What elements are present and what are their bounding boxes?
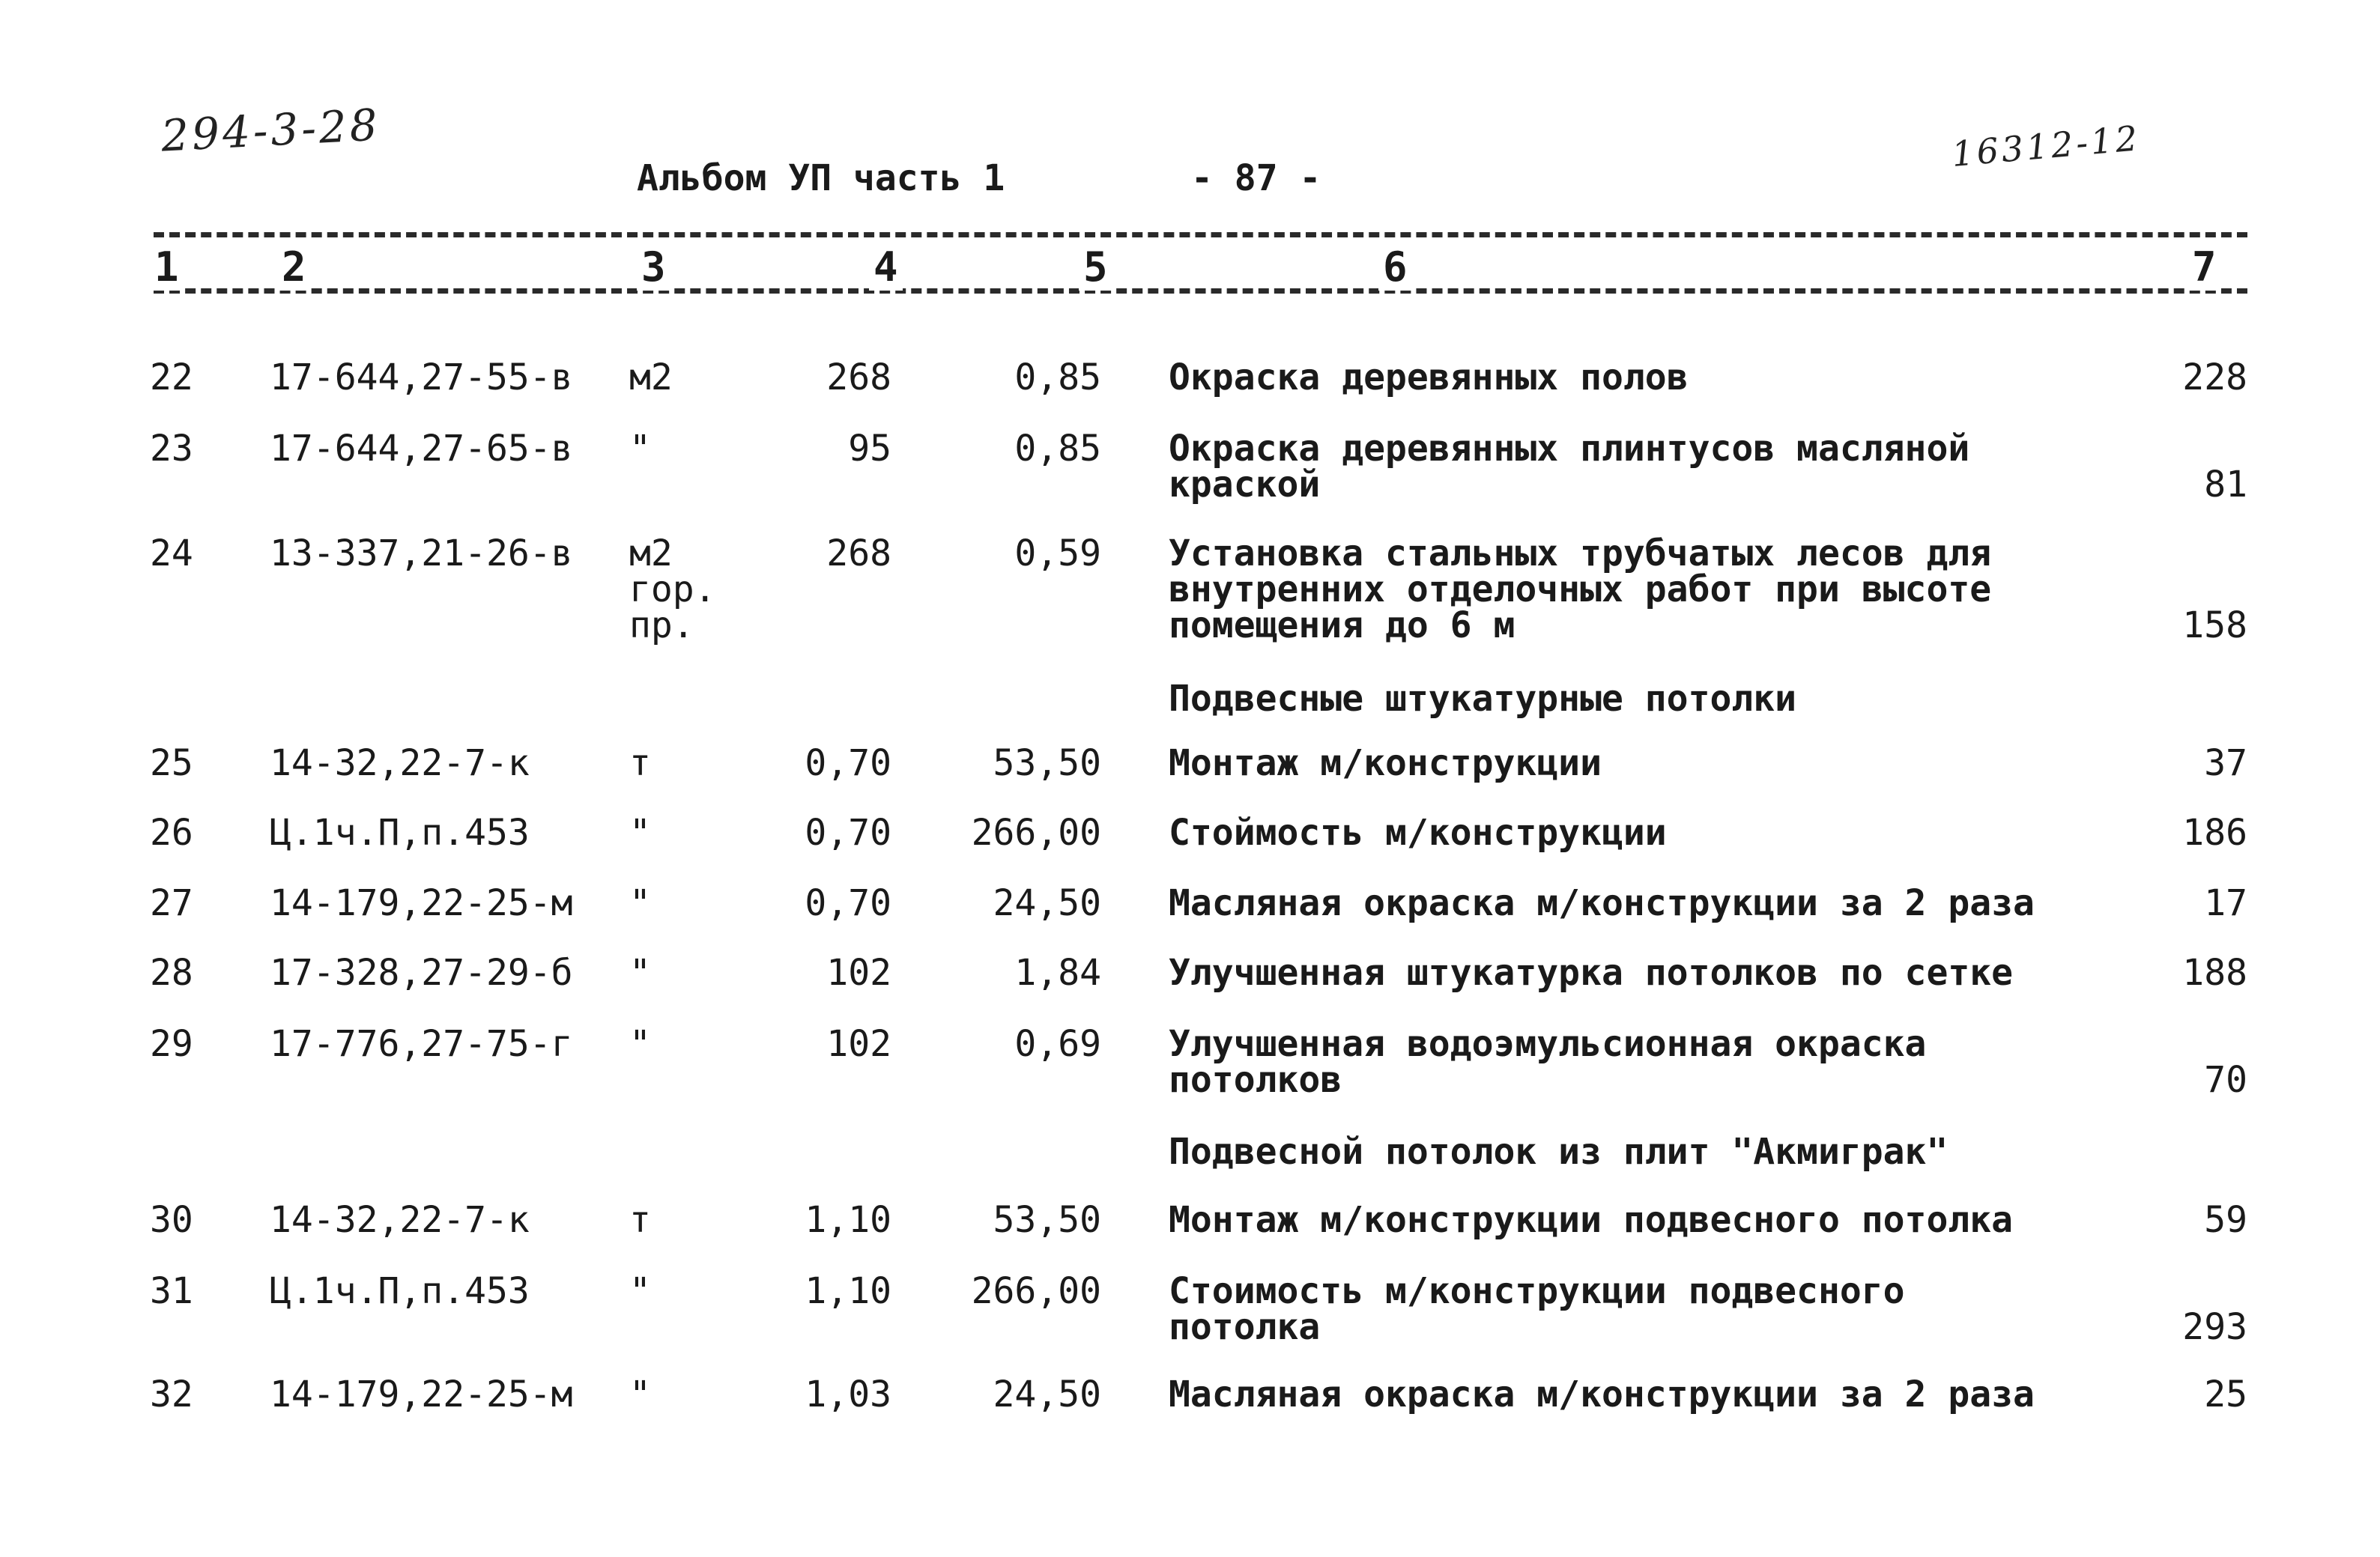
- row-unit: ": [629, 812, 651, 854]
- row-description: Масляная окраска м/конструкции за 2 раза: [1169, 882, 2035, 924]
- row-unit: ": [629, 428, 651, 470]
- row-total: 59: [2204, 1199, 2247, 1241]
- row-quantity: 268: [826, 356, 891, 398]
- column-number-5: 5: [1079, 243, 1112, 291]
- table-row: [0, 1023, 2380, 1116]
- row-price: 53,50: [993, 1199, 1101, 1241]
- row-price: 266,00: [971, 1270, 1101, 1312]
- row-price: 266,00: [971, 812, 1101, 854]
- page-number: - 87 -: [1191, 157, 1321, 199]
- album-title: Альбом УП часть 1: [637, 157, 1005, 199]
- row-quantity: 1,03: [805, 1374, 891, 1415]
- row-price: 0,85: [1014, 428, 1101, 470]
- column-number-7: 7: [2187, 243, 2221, 291]
- row-code: 17-644,27-55-в: [270, 356, 573, 398]
- row-description: Монтаж м/конструкции: [1169, 742, 1602, 784]
- row-total: 70: [2204, 1059, 2247, 1101]
- row-code: 17-776,27-75-г: [270, 1023, 573, 1065]
- row-number: 29: [150, 1023, 193, 1065]
- row-unit: ": [629, 1270, 651, 1312]
- column-number-6: 6: [1378, 243, 1412, 291]
- table-row: [0, 1270, 2380, 1363]
- column-number-2: 2: [277, 243, 311, 291]
- section-heading: Подвесные штукатурные потолки: [1169, 678, 1797, 720]
- row-number: 27: [150, 882, 193, 924]
- row-code: 14-32,22-7-к: [270, 742, 530, 784]
- row-description: Улучшенная штукатурка потолков по сетке: [1169, 952, 2014, 994]
- row-price: 0,85: [1014, 356, 1101, 398]
- row-total: 228: [2182, 356, 2247, 398]
- row-description: Стоимость м/конструкции подвесного потолка: [1169, 1270, 1905, 1348]
- row-quantity: 0,70: [805, 882, 891, 924]
- row-quantity: 1,10: [805, 1199, 891, 1241]
- row-description: Окраска деревянных плинтусов масляной краской: [1169, 428, 1970, 506]
- section-heading: Подвесной потолок из плит "Акмиграк": [1169, 1131, 1948, 1173]
- column-dashed-rule: [154, 288, 2247, 294]
- column-number-3: 3: [637, 243, 670, 291]
- row-description: Улучшенная водоэмульсионная окраска потолков: [1169, 1023, 1927, 1101]
- row-code: 13-337,21-26-в: [270, 532, 573, 574]
- row-total: 25: [2204, 1374, 2247, 1415]
- row-unit: м2 гор. пр.: [629, 532, 716, 646]
- row-number: 32: [150, 1374, 193, 1415]
- row-unit: ": [629, 952, 651, 994]
- top-dashed-rule: [154, 232, 2247, 237]
- row-code: Ц.1ч.П,п.453: [270, 1270, 530, 1312]
- row-price: 53,50: [993, 742, 1101, 784]
- row-unit: м2: [629, 356, 673, 398]
- row-price: 24,50: [993, 1374, 1101, 1415]
- handwritten-code-left: 294-3-28: [160, 99, 382, 162]
- row-quantity: 102: [826, 952, 891, 994]
- row-unit: ": [629, 1023, 651, 1065]
- row-code: 14-32,22-7-к: [270, 1199, 530, 1241]
- row-price: 24,50: [993, 882, 1101, 924]
- row-quantity: 95: [848, 428, 891, 470]
- row-description: Масляная окраска м/конструкции за 2 раза: [1169, 1374, 2035, 1415]
- table-row: [0, 1374, 2380, 1466]
- row-code: 17-644,27-65-в: [270, 428, 573, 470]
- row-price: 1,84: [1014, 952, 1101, 994]
- row-quantity: 268: [826, 532, 891, 574]
- row-quantity: 102: [826, 1023, 891, 1065]
- row-number: 24: [150, 532, 193, 574]
- row-number: 28: [150, 952, 193, 994]
- handwritten-code-right: 16312-12: [1950, 118, 2143, 174]
- row-price: 0,69: [1014, 1023, 1101, 1065]
- row-total: 186: [2182, 812, 2247, 854]
- row-description: Стоймость м/конструкции: [1169, 812, 1667, 854]
- row-number: 22: [150, 356, 193, 398]
- row-code: 14-179,22-25-м: [270, 882, 573, 924]
- row-number: 23: [150, 428, 193, 470]
- row-number: 31: [150, 1270, 193, 1312]
- column-number-4: 4: [869, 243, 903, 291]
- row-description: Установка стальных трубчатых лесов для внутренних отделочных работ при высоте помещения до 6 м: [1169, 532, 1992, 646]
- row-description: Окраска деревянных полов: [1169, 356, 1689, 398]
- row-unit: т: [629, 742, 651, 784]
- row-quantity: 0,70: [805, 812, 891, 854]
- row-code: Ц.1ч.П,п.453: [270, 812, 530, 854]
- row-code: 17-328,27-29-б: [270, 952, 573, 994]
- row-unit: ": [629, 1374, 651, 1415]
- row-total: 37: [2204, 742, 2247, 784]
- row-number: 25: [150, 742, 193, 784]
- row-quantity: 0,70: [805, 742, 891, 784]
- table-row: [0, 532, 2380, 646]
- row-unit: ": [629, 882, 651, 924]
- row-unit: т: [629, 1199, 651, 1241]
- column-number-1: 1: [150, 243, 184, 291]
- row-total: 81: [2204, 464, 2247, 506]
- row-number: 26: [150, 812, 193, 854]
- row-total: 158: [2182, 604, 2247, 646]
- row-total: 188: [2182, 952, 2247, 994]
- row-quantity: 1,10: [805, 1270, 891, 1312]
- row-total: 17: [2204, 882, 2247, 924]
- row-number: 30: [150, 1199, 193, 1241]
- row-price: 0,59: [1014, 532, 1101, 574]
- row-code: 14-179,22-25-м: [270, 1374, 573, 1415]
- table-row: [0, 428, 2380, 520]
- row-description: Монтаж м/конструкции подвесного потолка: [1169, 1199, 2014, 1241]
- row-total: 293: [2182, 1306, 2247, 1348]
